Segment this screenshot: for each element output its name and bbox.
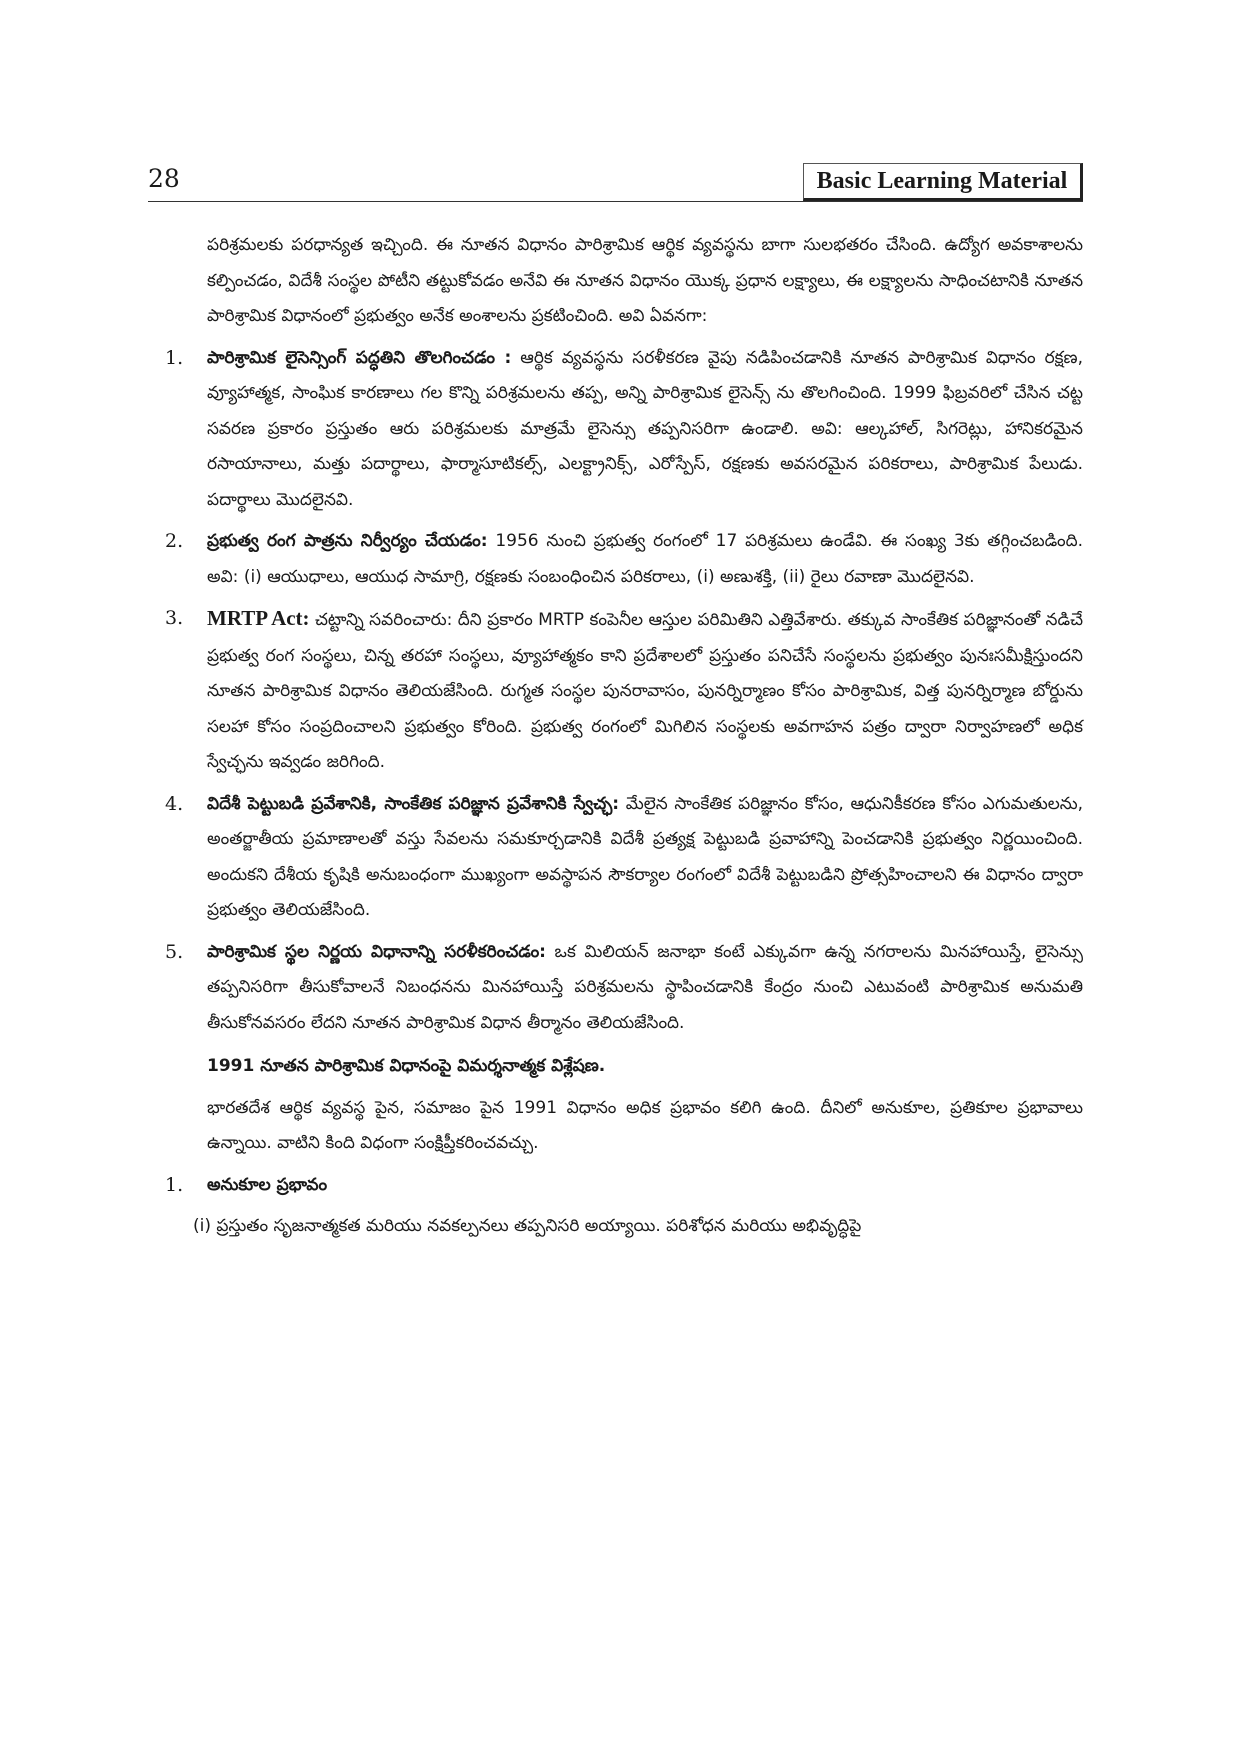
list-item-number: 3. <box>165 607 184 629</box>
list-item-title: ప్రభుత్వ రంగ పాత్రను నిర్వీర్యం చేయడం: <box>207 531 488 551</box>
list-item-text: ఒక మిలియన్ జనాభా కంటే ఎక్కువగా ఉన్న నగరాలను మినహాయిస్తే, లైసెన్సు తప్పనిసరిగా తీసుకోవాలనే నిబంధనను మినహాయిస్తే పరిశ్రమలను స్థాపించడానికి కేంద్రం నుంచి ఎటువంటి పారిశ్రామిక అనుమతి తీసుకోనవసరం లేదని నూతన పారిశ్రామిక విధాన తీర్మానం తెలియజేసింది. <box>207 941 1083 1033</box>
list-item-title: MRTP Act: <box>207 606 310 630</box>
sub-heading-number: 1. <box>165 1173 184 1196</box>
list-item-number: 1. <box>165 346 184 369</box>
list-item-2 <box>165 524 1083 595</box>
list-item-text: ఆర్థిక వ్యవస్థను సరళీకరణ వైపు నడిపించడానికి నూతన పారిశ్రామిక విధానం రక్షణ, వ్యూహాత్మక, సాంఘిక కారణాలు గల కొన్ని పరిశ్రమలను తప్ప, అన్ని పారిశ్రామిక లైసెన్స్ ను తొలగించింది. 1999 ఫిబ్రవరిలో చేసిన చట్ట సవరణ ప్రకారం ప్రస్తుతం ఆరు పరిశ్రమలకు మాత్రమే లైసెన్సు తప్పనిసరిగా ఉండాలి. అవి: ఆల్కహాల్, సిగరెట్లు, హానికరమైన రసాయానాలు, మత్తు పదార్థాలు, ఫార్మాసూటికల్స్, ఎలక్ట్రానిక్స్, ఎరోస్పేస్, రక్షణకు అవసరమైన పరికరాలు, పారిశ్రామిక పేలుడు. పదార్థాలు మొదలైనవి. <box>207 347 1083 510</box>
list-item-title: పారిశ్రామిక లైసెన్సింగ్ పద్ధతిని తొలగించడం : <box>207 347 512 368</box>
list-item-text: చట్టాన్ని సవరించారు: దీని ప్రకారం MRTP కంపెనీల ఆస్తుల పరిమితిని ఎత్తివేశారు. తక్కువ సాంకేతిక పరిజ్ఞానంతో నడిచే ప్రభుత్వ రంగ సంస్థలు, చిన్న తరహా సంస్థలు, వ్యూహాత్మకం కాని ప్రదేశాలలో ప్రస్తుతం పనిచేసే సంస్థలను ప్రభుత్వం పునఃసమీక్షిస్తుందని నూతన పారిశ్రామిక విధానం తెలియజేసింది. రుగ్మత సంస్థల పునరావాసం, పునర్నిర్మాణం కోసం పారిశ్రామిక, విత్త పునర్నిర్మాణ బోర్డును సలహా కోసం సంప్రదించాలని ప్రభుత్వం కోరింది. ప్రభుత్వ రంగంలో మిగిలిన సంస్థలకు అవగాహన పత్రం ద్వారా నిర్వాహణలో అధిక స్వేచ్ఛను ఇవ్వడం జరిగింది. <box>207 610 1083 772</box>
list-item-title: పారిశ్రామిక స్థల నిర్ణయ విధానాన్ని సరళీకరించడం: <box>207 941 546 962</box>
header-title-box <box>803 163 1083 201</box>
document-body <box>0 228 1240 1245</box>
list-item-number: 4. <box>165 792 184 815</box>
intro-paragraph: పరిశ్రమలకు పరధాన్యత ఇచ్చింది. ఈ నూతన విధానం పారిశ్రామిక ఆర్థిక వ్యవస్థను బాగా సులభతరం చేసింది. ఉద్యోగ అవకాశాలను కల్పించడం, విదేశీ సంస్థల పోటీని తట్టుకోవడం అనేవి ఈ నూతన విధానం యొక్క ప్రధాన లక్ష్యాలు, ఈ లక్ష్యాలను సాధించటానికి నూతన పారిశ్రామిక విధానంలో ప్రభుత్వం అనేక అంశాలను ప్రకటించింది. అవి ఏవనగా: <box>207 235 1083 326</box>
header-title: Basic Learning Material <box>816 167 1068 194</box>
section-paragraph: భారతదేశ ఆర్థిక వ్యవస్థ పైన, సమాజం పైన 1991 విధానం అధిక ప్రభావం కలిగి ఉంది. దీనిలో అనుకూల, ప్రతికూల ప్రభావాలు ఉన్నాయి. వాటిని కింది విధంగా సంక్షిప్తీకరించవచ్చు. <box>207 1097 1083 1153</box>
list-item-text: 1956 నుంచి ప్రభుత్వ రంగంలో 17 పరిశ్రమలు ఉండేవి. ఈ సంఖ్య 3కు తగ్గించబడింది. అవి: (i) ఆయుధాలు, ఆయుధ సామాగ్రి, రక్షణకు సంబంధించిన పరికరాలు, (i) అణుశక్తి, (ii) రైలు రవాణా మొదలైనవి. <box>207 531 1083 587</box>
list-item-number: 2. <box>165 530 184 552</box>
list-item-5 <box>165 935 1083 1042</box>
sub-heading <box>165 1168 1083 1204</box>
list-item-text: మేలైన సాంకేతిక పరిజ్ఞానం కోసం, ఆధునికీకరణ కోసం ఎగుమతులను, అంతర్జాతీయ ప్రమాణాలతో వస్తు సేవలను సమకూర్చడానికి విదేశీ ప్రత్యక్ష పెట్టుబడి ప్రవాహాన్ని పెంచడానికి ప్రభుత్వం నిర్ణయించింది. అందుకని దేశీయ కృషికి అనుబంధంగా ముఖ్యంగా అవస్థాపన సౌకర్యాల రంగంలో విదేశీ పెట్టుబడిని ప్రోత్సహించాలని ఈ విధానం ద్వారా ప్రభుత్వం తెలియజేసింది. <box>207 793 1083 920</box>
list-item-1 <box>165 341 1083 519</box>
header-rule <box>148 201 1083 202</box>
list-item-4 <box>165 787 1083 929</box>
sub-item-text: (i) ప్రస్తుతం సృజనాత్మకత మరియు నవకల్పనలు తప్పనిసరి అయ్యాయి. పరిశోధన మరియు అభివృద్ధిపై <box>193 1216 862 1236</box>
list-item-title: విదేశీ పెట్టుబడి ప్రవేశానికి, సాంకేతిక పరిజ్ఞాన ప్రవేశానికి స్వేచ్ఛ: <box>207 793 620 814</box>
section-title: 1991 నూతన పారిశ్రామిక విధానంపై విమర్శనాత్మక విశ్లేషణ. <box>207 1056 606 1076</box>
list-item-3 <box>165 601 1083 781</box>
page-number: 28 <box>148 164 180 193</box>
list-item-number: 5. <box>165 940 184 963</box>
sub-heading-title: అనుకూల ప్రభావం <box>207 1174 328 1195</box>
